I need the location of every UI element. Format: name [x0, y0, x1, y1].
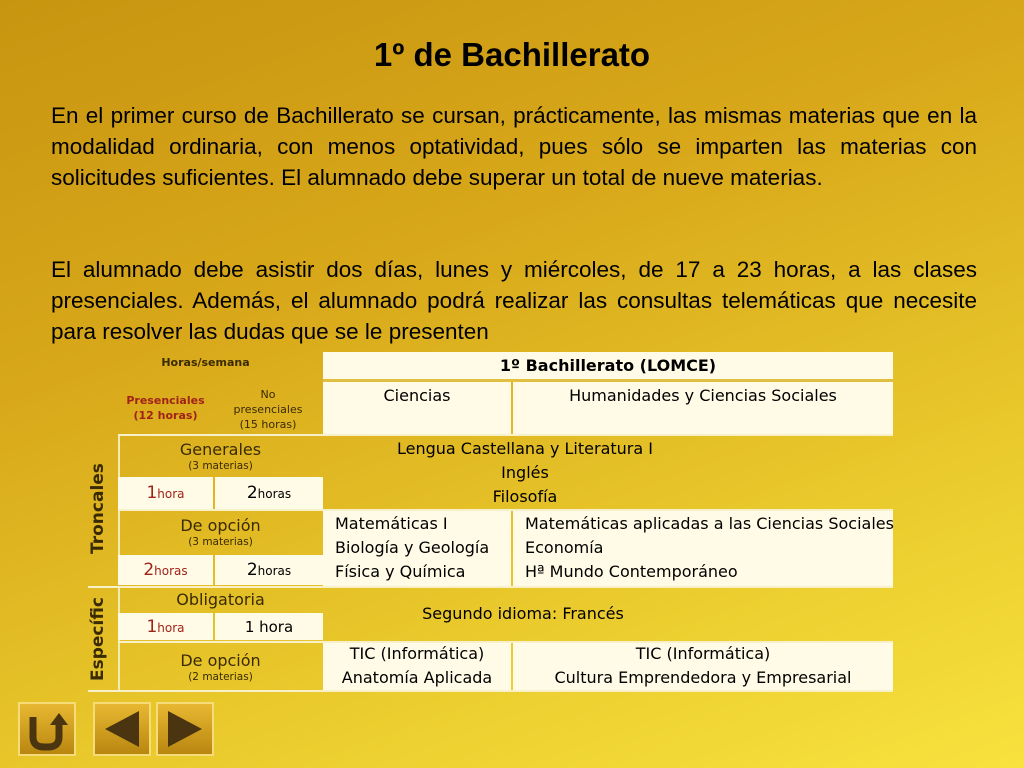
subject-biologia: Biología y Geología — [335, 538, 490, 557]
presenciales-header — [118, 384, 213, 432]
opcion-nopres-hours — [215, 555, 323, 585]
subject-matematicas: Matemáticas I — [335, 514, 448, 533]
presenciales-hours: (12 horas) — [133, 409, 198, 422]
no-presenciales-label-2: presenciales — [233, 402, 303, 416]
separator — [118, 509, 893, 511]
troncales-label: Troncales — [88, 434, 120, 584]
subject-lengua: Lengua Castellana y Literatura I — [397, 439, 653, 458]
subject-ingles: Inglés — [501, 463, 549, 482]
troncales-opcion-count: (3 materias) — [188, 535, 253, 548]
opc-nopres-num: 2 — [246, 560, 258, 580]
next-button[interactable] — [156, 702, 214, 756]
troncales-opcion-label — [118, 512, 323, 552]
opcion-pres-hours — [118, 555, 213, 585]
troncales-opcion-text: De opción — [180, 515, 261, 535]
subject-economia: Economía — [525, 538, 604, 557]
subject-historia: Hª Mundo Contemporáneo — [525, 562, 738, 581]
opc-pres-unit: horas — [154, 564, 188, 578]
subject-anatomia: Anatomía Aplicada — [341, 668, 493, 687]
slide-title: 1º de Bachillerato — [373, 36, 651, 73]
main-header — [323, 352, 893, 382]
especific-opcion-text: De opción — [180, 650, 261, 670]
subject-tic-humanidades: TIC (Informática) — [635, 644, 771, 663]
esp-humanidades-subjects — [513, 642, 893, 690]
gen-nopres-unit: horas — [257, 487, 292, 501]
generales-pres-hours — [118, 477, 213, 509]
col-humanidades — [513, 382, 893, 434]
no-presenciales-header — [213, 384, 323, 434]
return-icon — [24, 707, 70, 751]
humanidades-subjects — [513, 510, 893, 586]
subject-tic-ciencias: TIC (Informática) — [349, 644, 485, 663]
intro-paragraph: En el primer curso de Bachillerato se cursan, prácticamente, las mismas materias que en la modalidad ordinaria, con menos optatividad, pues sólo se imparten las materias con solicitudes suficientes. El alumnado debe superar un total de nueve materias. — [51, 103, 977, 190]
previous-button[interactable] — [93, 702, 151, 756]
col-ciencias — [323, 382, 511, 434]
no-presenciales-hours: (15 horas) — [239, 417, 297, 431]
obligatoria-pres-hours — [118, 613, 213, 640]
separator — [88, 690, 893, 692]
obl-nopres: 1 hora — [244, 617, 294, 636]
especific-opcion-label — [118, 644, 323, 690]
triangle-right-icon — [162, 707, 208, 751]
subject-frances: Segundo idioma: Francés — [422, 604, 624, 623]
subject-mat-aplicadas: Matemáticas aplicadas a las Ciencias Sociales — [525, 514, 894, 533]
attendance-paragraph: El alumnado debe asistir dos días, lunes y miércoles, de 17 a 23 horas, a las clases presenciales. Además, el alumnado podrá realizar las consultas telemáticas que necesite para resolver las dudas que se le presenten — [51, 257, 977, 344]
no-presenciales-label-1: No — [260, 387, 276, 401]
separator — [88, 586, 893, 588]
esp-ciencias-subjects — [323, 642, 511, 690]
gen-nopres-num: 2 — [246, 483, 258, 503]
generales-count: (3 materias) — [188, 459, 253, 472]
subject-fisica: Física y Química — [335, 562, 466, 581]
return-button[interactable] — [18, 702, 76, 756]
opc-pres-num: 2 — [143, 560, 155, 580]
obligatoria-label — [118, 589, 323, 611]
col-humanidades-label: Humanidades y Ciencias Sociales — [569, 386, 837, 405]
triangle-left-icon — [99, 707, 145, 751]
especific-label: Específic — [88, 587, 120, 691]
col-ciencias-label: Ciencias — [383, 386, 451, 405]
generales-subjects — [325, 436, 725, 510]
obl-pres-num: 1 — [146, 616, 158, 637]
ciencias-subjects — [323, 510, 511, 586]
opc-nopres-unit: horas — [257, 564, 292, 578]
generales-nopres-hours — [215, 477, 323, 509]
gen-pres-unit: hora — [157, 487, 185, 501]
obligatoria-text: Obligatoria — [176, 590, 265, 609]
hours-header-label: Horas/semana — [161, 355, 250, 369]
obl-pres-unit: hora — [157, 620, 185, 635]
separator — [118, 434, 893, 436]
subject-filosofia: Filosofía — [492, 487, 558, 506]
obligatoria-nopres-hours — [215, 613, 323, 640]
hours-header — [88, 352, 323, 372]
gen-pres-num: 1 — [146, 483, 158, 503]
generales-text: Generales — [179, 439, 262, 459]
subjects-table — [88, 352, 893, 692]
subject-cultura-emprendedora: Cultura Emprendedora y Empresarial — [554, 668, 852, 687]
separator — [118, 641, 893, 643]
presenciales-label: Presenciales — [126, 394, 205, 407]
obligatoria-subject — [323, 588, 723, 640]
main-header-label: 1º Bachillerato (LOMCE) — [499, 356, 717, 375]
especific-opcion-count: (2 materias) — [188, 670, 253, 683]
generales-label — [118, 436, 323, 476]
